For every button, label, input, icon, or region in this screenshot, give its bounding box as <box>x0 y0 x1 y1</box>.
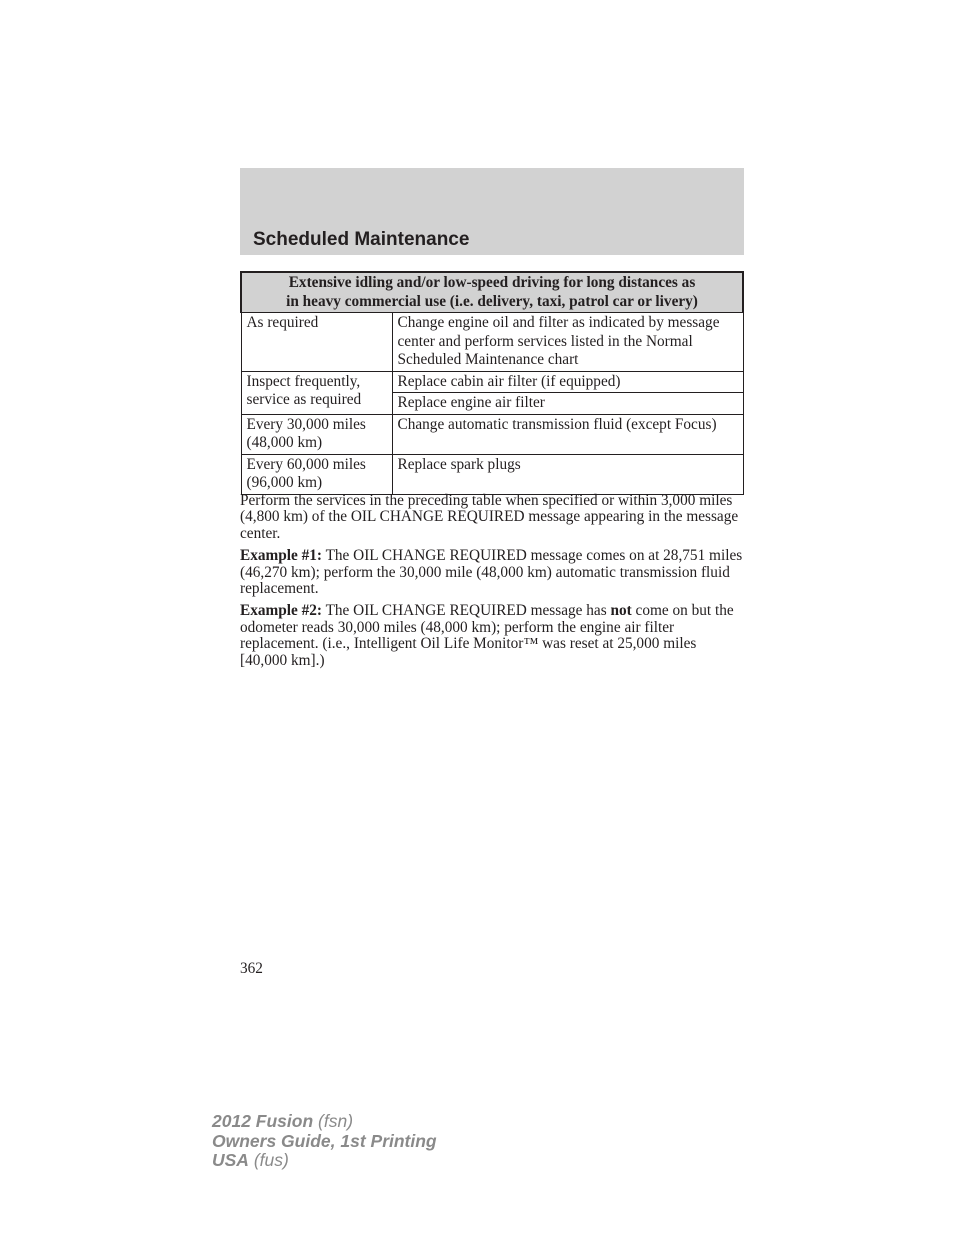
example2-label: Example #2: <box>240 602 323 620</box>
maintenance-table <box>240 271 744 495</box>
example1-text: The OIL CHANGE REQUIRED message comes on at 28,751 miles (46,270 km); perform the 30,000 mile (48,000 km) automatic transmission fluid replacement. <box>240 547 743 598</box>
footer-region: USA <box>212 1150 249 1170</box>
body-text <box>240 493 746 675</box>
table-row <box>241 414 743 454</box>
example1-label: Example #1: <box>240 547 323 565</box>
section-title: Scheduled Maintenance <box>253 229 470 250</box>
footer-region-code: (fus) <box>253 1150 289 1170</box>
table-heading-line2: in heavy commercial use (i.e. delivery, taxi, patrol car or livery) <box>286 292 698 310</box>
service-cell: Replace engine air filter <box>392 393 743 415</box>
service-cell: Replace cabin air filter (if equipped) <box>392 371 743 393</box>
table-row <box>241 371 743 393</box>
interval-cell: Every 60,000 miles (96,000 km) <box>241 454 392 494</box>
example2-bold: not <box>610 602 632 620</box>
table-heading <box>241 272 743 313</box>
footer-line-2 <box>212 1132 437 1152</box>
footer-line-1 <box>212 1112 437 1132</box>
example2-text-a: The OIL CHANGE REQUIRED message has <box>322 602 611 620</box>
example2-paragraph <box>240 603 746 669</box>
footer-model: 2012 Fusion <box>212 1111 314 1131</box>
intro-paragraph: Perform the services in the preceding table when specified or within 3,000 miles (4,800 km) of the OIL CHANGE REQUIRED message appearing in the message center. <box>240 492 739 542</box>
example1-paragraph <box>240 548 746 597</box>
table-row <box>241 313 743 372</box>
interval-cell: Every 30,000 miles (48,000 km) <box>241 414 392 454</box>
footer <box>212 1112 437 1171</box>
service-cell: Change automatic transmission fluid (except Focus) <box>392 414 743 454</box>
section-header-band <box>240 168 744 255</box>
table-header-row <box>241 272 743 313</box>
interval-cell: As required <box>241 313 392 372</box>
service-cell: Change engine oil and filter as indicated by message center and perform services listed in the Normal Scheduled Maintenance chart <box>392 313 743 372</box>
service-cell: Replace spark plugs <box>392 454 743 494</box>
footer-model-code: (fsn) <box>318 1111 354 1131</box>
example2-text-b: come on but the odometer reads 30,000 miles (48,000 km); perform the engine air filter replacement. (i.e., Intelligent Oil Life Monitor™ was reset at 25,000 miles [40,000 km].) <box>240 602 734 669</box>
interval-cell: Inspect frequently, service as required <box>241 371 392 414</box>
page-number: 362 <box>240 960 263 977</box>
footer-guide: Owners Guide, 1st Printing <box>212 1130 437 1151</box>
table-row <box>241 454 743 494</box>
footer-line-3 <box>212 1151 437 1171</box>
table-heading-line1: Extensive idling and/or low-speed driving for long distances as <box>288 274 696 291</box>
